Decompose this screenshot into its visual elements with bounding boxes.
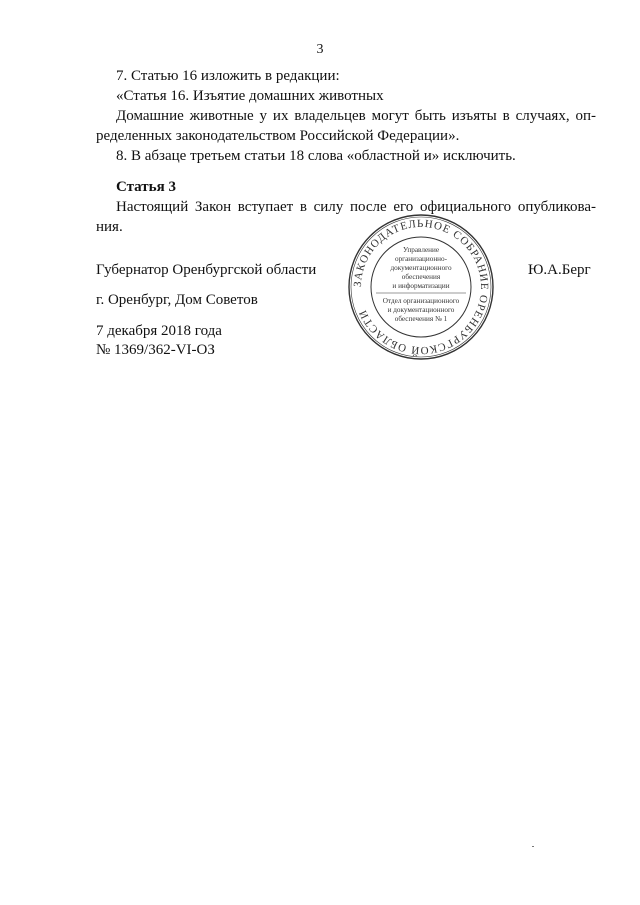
article-16-title: «Статья 16. Изъятие домашних животных [116, 88, 384, 104]
official-stamp [346, 212, 496, 362]
law-date: 7 декабря 2018 года [96, 323, 222, 339]
signatory-position: Губернатор Оренбургской области [96, 262, 317, 278]
svg-text:Отдел организационного: Отдел организационного [382, 297, 460, 305]
svg-text:и информатизации: и информатизации [392, 282, 450, 290]
page-number: 3 [316, 42, 324, 57]
stamp-ring-text: ЗАКОНОДАТЕЛЬНОЕ СОБРАНИЕ ОРЕНБУРГСКОЙ ОБЛАСТИ [351, 217, 491, 357]
svg-text:документационного: документационного [390, 264, 452, 272]
item-7-intro: 7. Статью 16 изложить в редакции: [116, 68, 340, 84]
article-16-text-line2: ределенных законодательством Российской Федерации». [96, 128, 460, 144]
speck [532, 846, 534, 847]
svg-text:организационно-: организационно- [394, 255, 448, 263]
article-16-text-line1: Домашние животные у их владельцев могут быть изъяты в случаях, оп- [116, 108, 596, 124]
signatory-name: Ю.А.Берг [528, 262, 591, 278]
svg-text:Управление: Управление [402, 246, 440, 254]
article-3-text-line2: ния. [96, 219, 123, 235]
stamp-inner-text [376, 246, 466, 323]
svg-text:обеспечения № 1: обеспечения № 1 [394, 315, 448, 323]
law-number: № 1369/362-VI-ОЗ [96, 342, 215, 358]
article-3-heading: Статья 3 [116, 179, 176, 195]
signing-place: г. Оренбург, Дом Советов [96, 292, 258, 308]
item-8-text: 8. В абзаце третьем статьи 18 слова «областной и» исключить. [116, 148, 516, 164]
article-3-text-line1: Настоящий Закон вступает в силу после его официального опубликова- [116, 199, 596, 215]
svg-text:обеспечения: обеспечения [401, 273, 441, 281]
svg-text:и документационного: и документационного [387, 306, 455, 314]
